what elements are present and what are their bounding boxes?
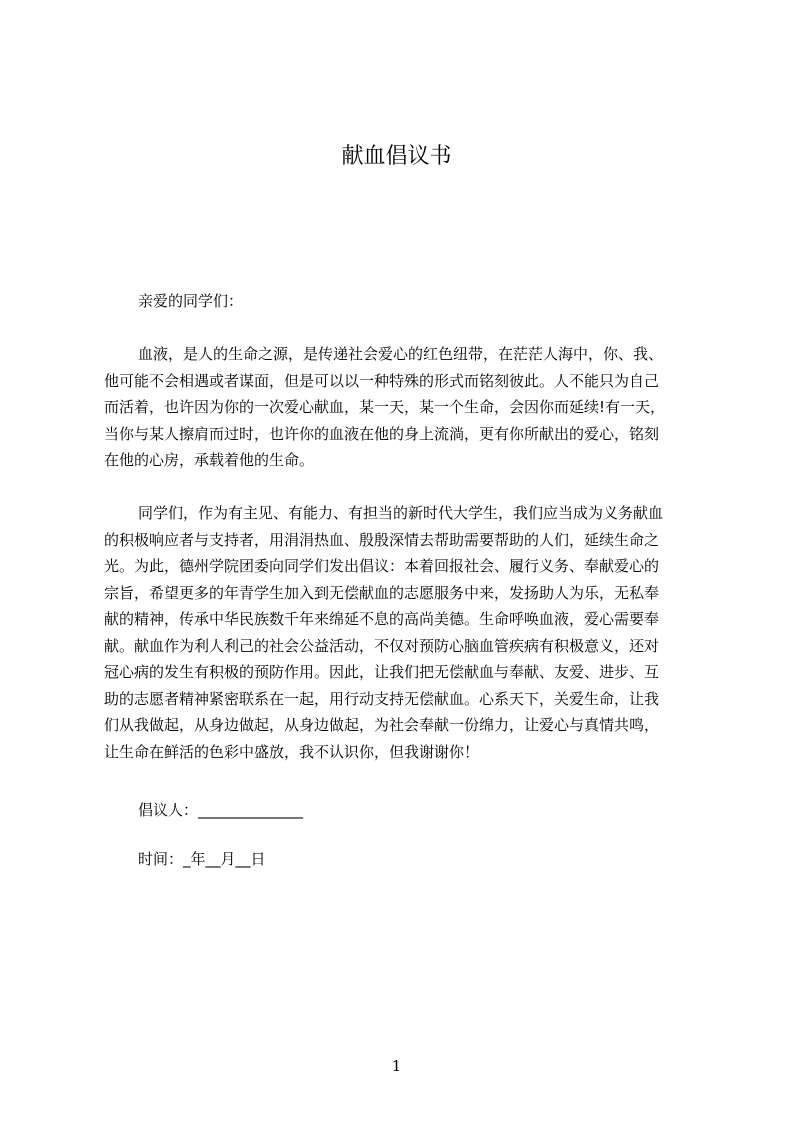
paragraph-line: 在他的心房，承载着他的生命。: [104, 451, 315, 469]
paragraph-line: 的积极响应者与支持者，用涓涓热血、殷殷深情去帮助需要帮助的人们，延续生命之: [104, 530, 660, 549]
paragraph-line: 而活着，也许因为你的一次爱心献血，某一天，某一个生命，会因你而延续!有一天，: [104, 398, 666, 416]
paragraph-line: 同学们，作为有主见、有能力、有担当的新时代大学生，我们应当成为义务献血: [138, 504, 664, 522]
paragraph-line: 献。献血作为利人利己的社会公益活动，不仅对预防心脑血管疾病有积极意义，还对: [104, 636, 660, 655]
paragraph-line: 让生命在鲜活的色彩中盛放，我不认识你，但我谢谢你！: [104, 742, 480, 761]
salutation: 亲爱的同学们：: [138, 292, 244, 310]
paragraph-line: 献的精神，传承中华民族数千年来绵延不息的高尚美德。生命呼唤血液，爱心需要奉: [104, 610, 660, 628]
document-title: 献血倡议书: [341, 144, 452, 169]
paragraph-line: 冠心病的发生有积极的预防作用。因此，让我们把无偿献血与奉献、友爱、进步、互: [104, 663, 660, 681]
paragraph-blood-is-life: [104, 341, 665, 474]
initiator-signature-line: 倡议人：______________: [138, 801, 304, 819]
paragraph-call-to-action: [104, 500, 663, 765]
paragraph-line: 当你与某人擦肩而过时，也许你的血液在他的身上流淌，更有你所献出的爱心，铭刻: [104, 424, 660, 443]
paragraph-line: 他可能不会相遇或者谋面，但是可以以一种特殊的形式而铭刻彼此。人不能只为自己: [104, 371, 660, 390]
paragraph-line: 光。为此，德州学院团委向同学们发出倡议：本着回报社会、履行义务、奉献爱心的: [104, 557, 660, 575]
paragraph-line: 血液，是人的生命之源，是传递社会爱心的红色纽带，在茫茫人海中，你、我、: [138, 345, 664, 363]
paragraph-line: 宗旨，希望更多的年青学生加入到无偿献血的志愿服务中来，发扬助人为乐，无私奉: [104, 583, 660, 602]
paragraph-line: 们从我做起，从身边做起，从身边做起，为社会奉献一份绵力，让爱心与真情共鸣，: [104, 716, 660, 734]
page-number: 1: [391, 1057, 402, 1075]
date-line: 时间：_年__月__日: [138, 850, 266, 868]
paragraph-line: 助的志愿者精神紧密联系在一起，用行动支持无偿献血。心系天下，关爱生命，让我: [104, 689, 660, 708]
